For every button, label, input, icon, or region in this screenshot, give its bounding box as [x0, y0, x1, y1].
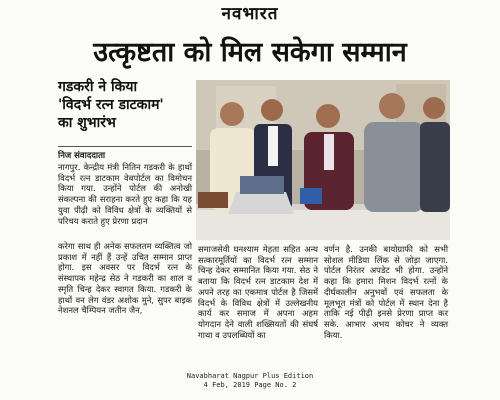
- edition-name: Navabharat Nagpur Plus Edition: [186, 372, 314, 380]
- byline: निज संवाददाता: [58, 151, 106, 161]
- news-photo: [196, 80, 450, 240]
- edition-footer: [0, 372, 500, 390]
- headline-text: उत्कृष्टता को मिल सकेगा सम्मान: [93, 36, 407, 68]
- edition-date-page: 4 Feb, 2019 Page No. 2: [203, 381, 297, 389]
- sub-heading: [58, 78, 198, 132]
- article-column-3: वर्णन है. उनकी बायोग्राफी को सभी सोशल मीडिया लिंक से जोड़ा जाएगा. पोर्टल निरंतर अपडेट भी होगा. उन्होंने कहा कि हमारा मिशन विदर्भ रत्नों के दीर्घकालीन अनुभवों एवं सफलता के मूलभूत मंत्रों को पोर्टल में स्थान देना है ताकि नई पीढ़ी इनसे प्रेरणा प्राप्त कर सके. आभार अभय कोचर ने व्यक्त किया.: [324, 244, 448, 340]
- article-column-2: समाजसेवी घनश्याम मेहता सहित अन्य सत्कारमूर्तियों का विदर्भ रत्न सम्मान चिन्ह देकर सम्मानित किया गया. सेठ ने बताया कि विदर्भ रत्न डाटकाम देश में अपने तरह का एकमात्र पोर्टल है जिसमें विदर्भ के विविध क्षेत्रों में उल्लेखनीय कार्य कर समाज में अपना अहम योगदान देने वाली शख्सियतों की संघर्ष गाथा व उपलब्धियों का: [198, 244, 318, 340]
- photo-illustration: [196, 80, 450, 240]
- masthead-title: नवभारत: [221, 3, 279, 24]
- headline: [0, 30, 500, 70]
- sub-heading-line: गडकरी ने किया: [58, 79, 138, 95]
- article-column-1-bottom: करेगा साथ ही अनेक सफलतम व्यक्तित्व जो प्रकाश में नहीं हैं उन्हें उचित सम्मान प्राप्त होगा. इस अवसर पर विदर्भ रत्न के संस्थापक महेन्द्र सेठ ने गडकरी का शाल व स्मृति चिन्ह देकर स्वागत किया. गडकरी के हाथों वन लेग वंडर अशोक मुने, सुपर बाइक नेशनल चैम्पियन जतीन जैन,: [58, 241, 192, 316]
- sub-heading-line: 'विदर्भ रत्न डाटकाम': [58, 97, 164, 113]
- masthead: [0, 0, 500, 24]
- section-divider: [58, 146, 192, 147]
- article-column-1-top: नागपुर. केन्द्रीय मंत्री नितिन गडकरी के हाथों विदर्भ रत्न डाटकाम वेबपोर्टल का विमोचन किया गया. उन्होंने पोर्टल की अनोखी संकल्पना की सराहना करते हुए कहा कि यह युवा पीढ़ी को विविध क्षेत्रों के व्यक्तियों से परिचय कराते हुए प्रेरणा प्रदान: [58, 162, 192, 226]
- sub-heading-line: का शुभारंभ: [58, 115, 116, 131]
